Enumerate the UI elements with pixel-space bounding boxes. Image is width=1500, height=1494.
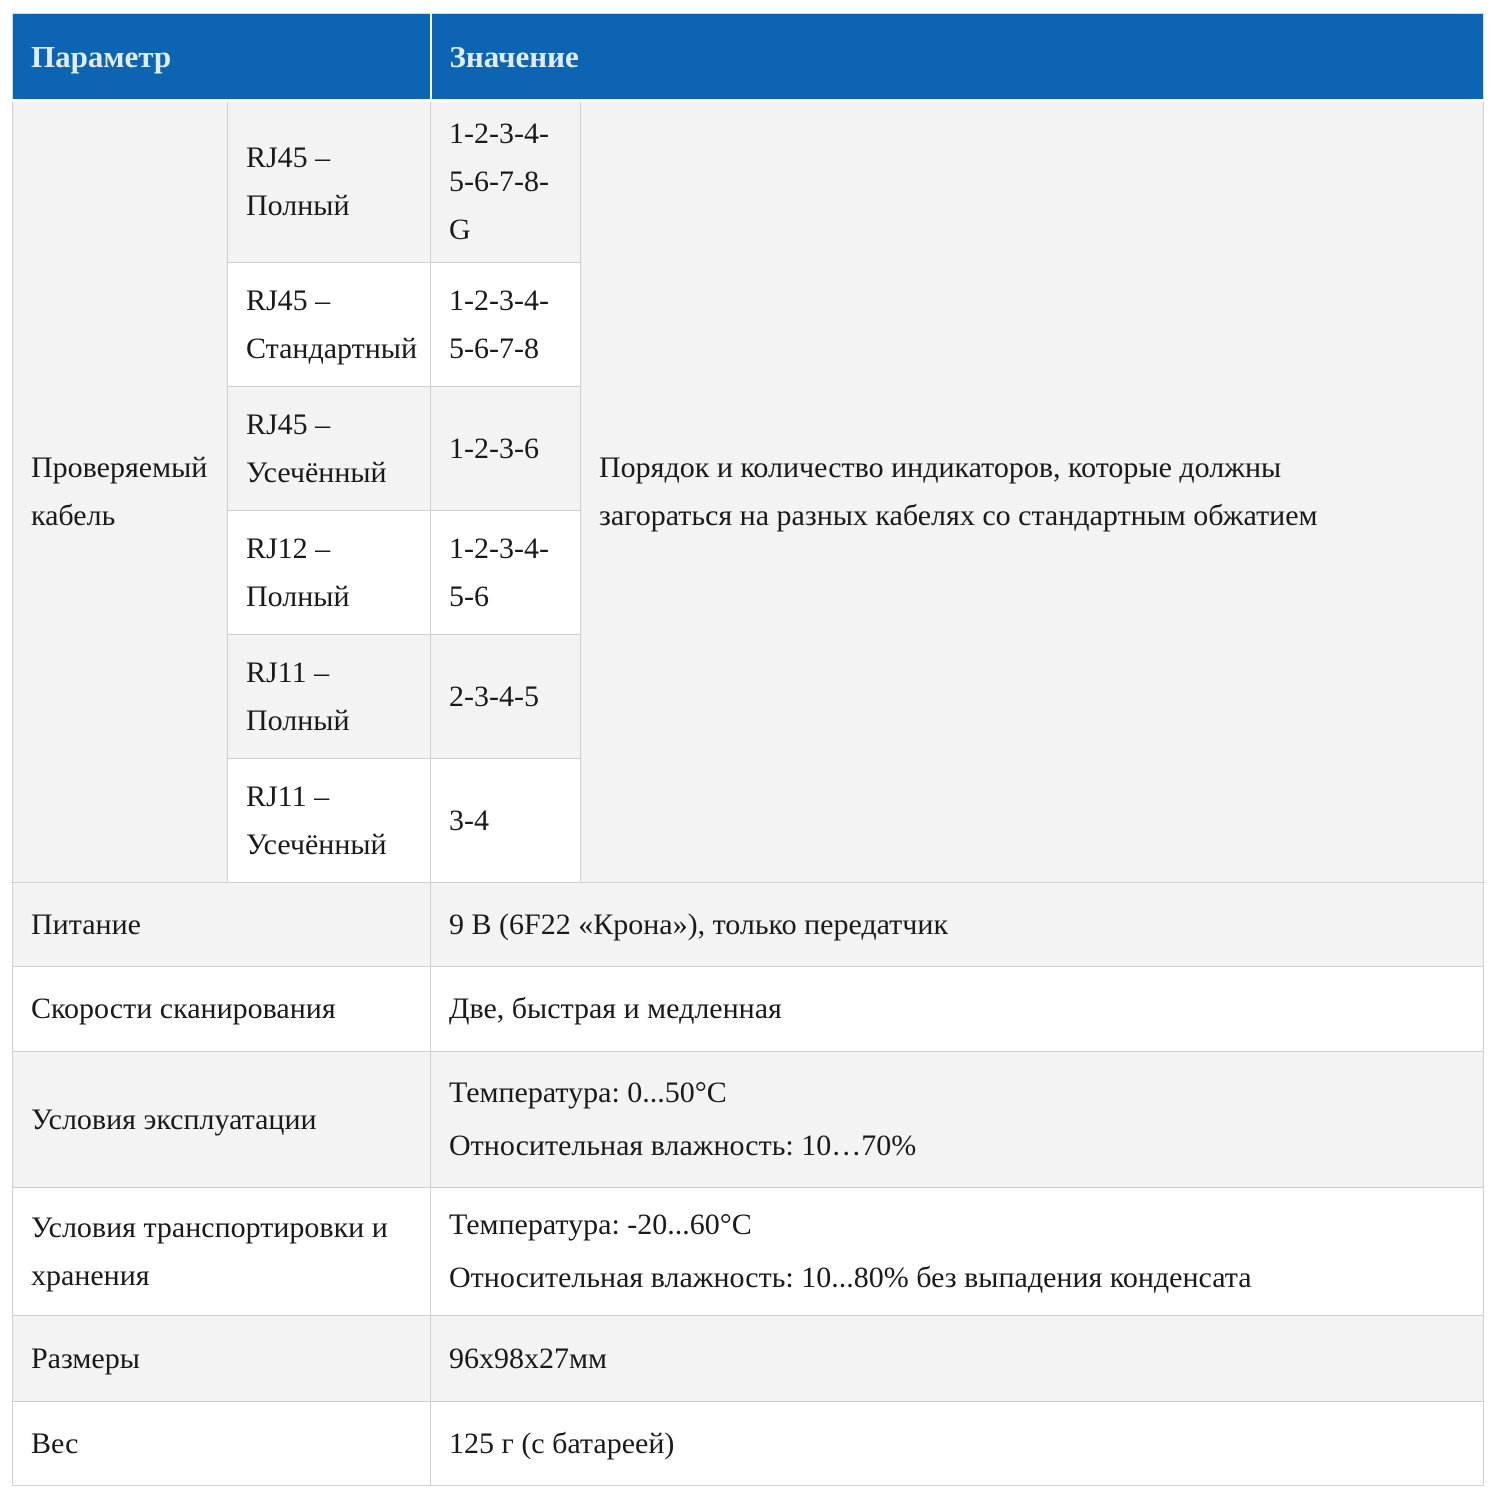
table-row: [13, 1402, 1484, 1486]
value-cell: Температура: 0...50°C Относительная влажность: 10…70%: [431, 1052, 1484, 1188]
value-cell: Температура: -20...60°C Относительная влажность: 10...80% без выпадения конденсата: [431, 1188, 1484, 1316]
parameter-cell: Скорости сканирования: [13, 967, 431, 1052]
cable-type-cell: RJ45 – Стандартный: [228, 263, 431, 387]
value-cell: 96x98x27мм: [431, 1316, 1484, 1402]
cable-type-cell: RJ11 – Полный: [228, 635, 431, 759]
table-row: [13, 1052, 1484, 1188]
value-cell: Две, быстрая и медленная: [431, 967, 1484, 1052]
table-row: [13, 883, 1484, 967]
cable-parameter-label: Проверяемый кабель: [13, 101, 228, 883]
table-row: [13, 1188, 1484, 1316]
header-cell-parameter: Параметр: [13, 14, 431, 101]
parameter-cell: Условия эксплуатации: [13, 1052, 431, 1188]
table-row: [13, 101, 1484, 263]
cable-type-cell: RJ45 – Полный: [228, 101, 431, 263]
value-cell: 9 В (6F22 «Крона»), только передатчик: [431, 883, 1484, 967]
cable-pins-cell: 1-2-3-4-5-6-7-8: [431, 263, 581, 387]
value-cell: 125 г (с батареей): [431, 1402, 1484, 1486]
cable-pins-cell: 3-4: [431, 759, 581, 883]
cable-type-cell: RJ12 – Полный: [228, 511, 431, 635]
cable-type-cell: RJ11 – Усечённый: [228, 759, 431, 883]
table-row: [13, 1316, 1484, 1402]
spec-table: [12, 13, 1484, 1486]
table-header-row: [13, 14, 1484, 101]
parameter-cell: Вес: [13, 1402, 431, 1486]
header-cell-value: Значение: [431, 14, 1484, 101]
cable-description-cell: [581, 101, 1484, 883]
table-row: [13, 967, 1484, 1052]
cable-description-text: Порядок и количество индикаторов, которые должны загораться на разных кабелях со стандартным обжатием: [599, 451, 1318, 532]
cable-pins-cell: 1-2-3-6: [431, 387, 581, 511]
cable-pins-cell: 1-2-3-4-5-6: [431, 511, 581, 635]
parameter-cell: Условия транспортировки и хранения: [13, 1188, 431, 1316]
parameter-cell: Размеры: [13, 1316, 431, 1402]
parameter-cell: Питание: [13, 883, 431, 967]
cable-pins-cell: 1-2-3-4-5-6-7-8-G: [431, 101, 581, 263]
cable-type-cell: RJ45 – Усечённый: [228, 387, 431, 511]
cable-pins-cell: 2-3-4-5: [431, 635, 581, 759]
